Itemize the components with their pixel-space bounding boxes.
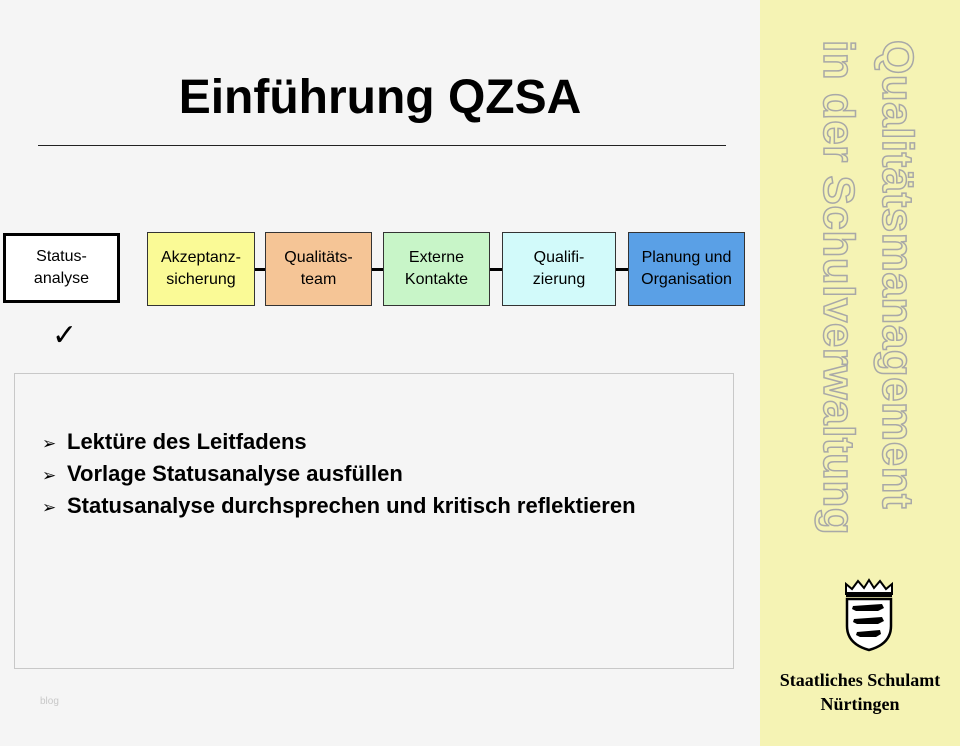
process-step-planung-organisation (628, 232, 745, 306)
process-step-akzeptanzsicherung (147, 232, 255, 306)
process-step-externe-kontakte (383, 232, 490, 306)
bullet-list (42, 427, 636, 523)
list-item: ➢ Statusanalyse durchsprechen und kritisch reflektieren (42, 491, 636, 523)
process-step-status-analyse (3, 233, 120, 303)
content-panel (14, 373, 734, 669)
arrow-bullet-icon: ➢ (42, 466, 57, 486)
arrow-bullet-icon: ➢ (42, 498, 57, 518)
baden-wuerttemberg-crest-icon (840, 578, 898, 652)
process-step-label: Status- analyse (33, 248, 90, 287)
slide-title: Einführung QZSA (178, 71, 582, 124)
process-step-qualitaetsteam (265, 232, 372, 306)
arrow-bullet-icon: ➢ (42, 434, 57, 454)
sidebar-vertical-title: Qualitätsmanagement (873, 40, 922, 510)
footer-watermark: blog (40, 696, 59, 707)
checkmark-icon: ✓ (52, 318, 78, 353)
list-item: ➢ Vorlage Statusanalyse ausfüllen (42, 459, 636, 491)
process-step-label: Qualifi- zierung (532, 249, 586, 288)
process-step-qualifizierung (502, 232, 616, 306)
list-item: ➢ Lektüre des Leitfadens (42, 427, 636, 459)
process-step-label: Akzeptanz- sicherung (160, 249, 242, 288)
process-step-label: Externe Kontakte (404, 249, 469, 288)
process-step-label: Qualitäts- team (284, 249, 353, 288)
org-name-line1: Staatliches Schulamt (779, 670, 941, 690)
org-name-line2: Nürtingen (820, 694, 900, 714)
title-divider (38, 145, 726, 146)
process-step-label: Planung und Organisation (641, 249, 732, 288)
sidebar-vertical-subtitle: in der Schulverwaltung (814, 40, 863, 536)
